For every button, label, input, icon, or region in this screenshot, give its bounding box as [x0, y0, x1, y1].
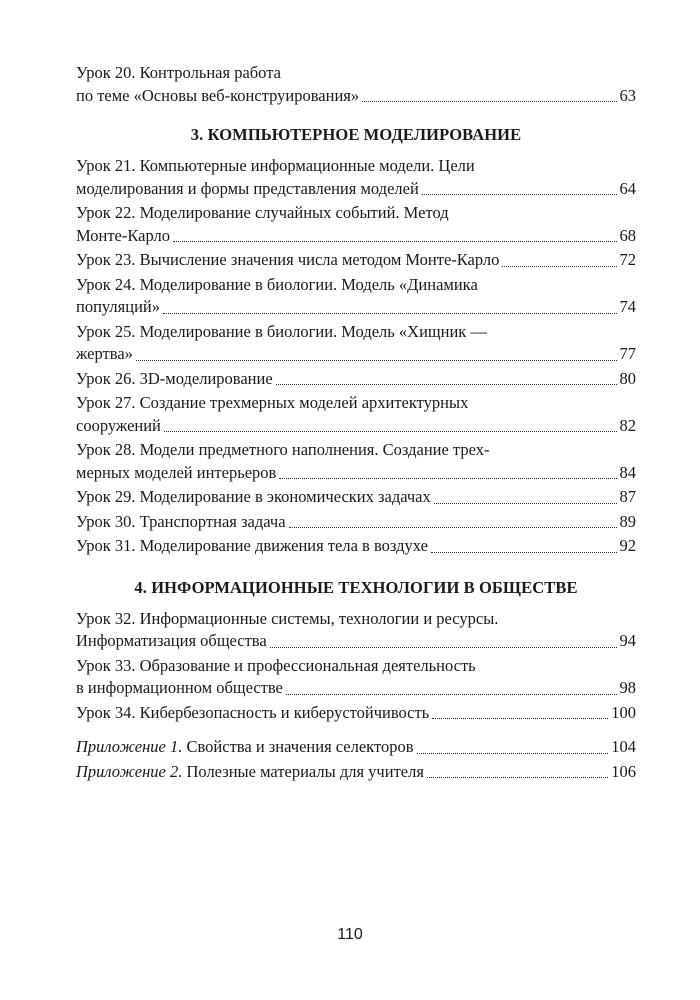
toc-entry-text: по теме «Основы веб-конструирования»	[76, 85, 360, 105]
toc-page-number: 87	[619, 487, 636, 506]
toc-entry-text: Урок 33. Образование и профессиональная деятельность	[76, 655, 476, 675]
dot-leader	[270, 646, 617, 648]
toc-page-number: 74	[619, 297, 636, 316]
dot-leader	[164, 430, 617, 432]
toc-entry-text: Урок 23. Вычисление значения числа методом Монте-Карло	[76, 250, 500, 269]
toc-page-number: 84	[619, 462, 636, 482]
toc-entry-lesson-32	[76, 608, 636, 653]
dot-leader	[432, 717, 608, 719]
toc-entry-lesson-30	[76, 511, 636, 534]
toc-entry-text: Урок 25. Моделирование в биологии. Модель «Хищник —	[76, 321, 487, 341]
toc-page-number: 80	[619, 368, 636, 388]
toc-entry-lesson-34	[76, 702, 636, 725]
toc-entry-text: Монте-Карло	[76, 225, 170, 245]
dot-leader	[289, 526, 617, 528]
dot-leader	[279, 477, 616, 479]
toc-entry-lesson-25	[76, 321, 636, 366]
toc-entry-text: моделирования и формы представления моделей	[76, 178, 419, 198]
table-of-contents	[76, 62, 636, 785]
toc-page-number: 98	[619, 678, 636, 697]
toc-page-number: 82	[619, 415, 636, 435]
toc-entry-text: Урок 34. Кибербезопасность и киберустойчивость	[76, 702, 430, 722]
toc-entry-text: Информатизация общества	[76, 631, 267, 650]
toc-entry-lesson-28	[76, 439, 636, 484]
dot-leader	[417, 752, 609, 754]
dot-leader	[173, 240, 617, 242]
dot-leader	[286, 693, 617, 695]
toc-entry-lesson-21	[76, 155, 636, 200]
toc-entry-appendix-1	[76, 736, 636, 759]
toc-page-number: 104	[611, 737, 636, 756]
toc-entry-lesson-24	[76, 274, 636, 319]
section-heading: 4. ИНФОРМАЦИОННЫЕ ТЕХНОЛОГИИ В ОБЩЕСТВЕ	[134, 577, 578, 597]
toc-entry-lesson-26	[76, 368, 636, 391]
toc-entry-text: Полезные материалы для учителя	[182, 761, 424, 781]
toc-page-number: 64	[619, 178, 636, 198]
toc-entry-text: Урок 20. Контрольная работа	[76, 63, 281, 82]
toc-entry-lesson-33	[76, 655, 636, 700]
toc-entry-text: популяций»	[76, 297, 160, 316]
toc-entry-appendix-2	[76, 761, 636, 784]
toc-entry-text: жертва»	[76, 344, 133, 363]
toc-page-number: 77	[619, 344, 636, 363]
toc-entry-lesson-20	[76, 62, 636, 107]
dot-leader	[136, 359, 617, 361]
toc-page-number: 68	[619, 225, 636, 245]
toc-entry-text: Урок 26. 3D-моделирование	[76, 368, 273, 388]
toc-entry-text: Урок 24. Моделирование в биологии. Модель «Динамика	[76, 274, 478, 294]
toc-page-number: 89	[619, 511, 636, 531]
toc-page-number: 106	[611, 761, 636, 781]
dot-leader	[502, 265, 616, 267]
toc-entry-lesson-31	[76, 535, 636, 558]
toc-entry-lesson-27	[76, 392, 636, 437]
toc-page-number: 94	[619, 631, 636, 650]
toc-entry-text: Свойства и значения селекторов	[182, 737, 414, 756]
toc-entry-text: сооружений	[76, 415, 161, 435]
toc-entry-text: Урок 29. Моделирование в экономических задачах	[76, 487, 431, 506]
toc-page-number: 72	[619, 250, 636, 269]
toc-entry-text: Урок 32. Информационные системы, технологии и ресурсы.	[76, 608, 499, 628]
toc-entry-text: Урок 31. Моделирование движения тела в воздухе	[76, 536, 428, 555]
toc-entry-text: Урок 22. Моделирование случайных событий. Метод	[76, 203, 449, 222]
appendix-label: Приложение 1.	[76, 737, 183, 756]
dot-leader	[362, 100, 616, 102]
toc-page-number: 92	[619, 536, 636, 555]
dot-leader	[163, 312, 617, 314]
toc-entry-text: Урок 28. Модели предметного наполнения. Создание трех-	[76, 440, 490, 459]
dot-leader	[434, 502, 617, 504]
toc-entry-text: мерных моделей интерьеров	[76, 462, 277, 482]
toc-entry-lesson-29	[76, 486, 636, 509]
toc-page-number: 63	[619, 85, 636, 105]
toc-entry-lesson-22	[76, 202, 636, 247]
toc-entry-text: в информационном обществе	[76, 678, 283, 697]
toc-page-number: 100	[611, 702, 636, 722]
page-number: 110	[337, 926, 363, 943]
dot-leader	[427, 776, 608, 778]
toc-entry-lesson-23	[76, 249, 636, 272]
section-heading: 3. КОМПЬЮТЕРНОЕ МОДЕЛИРОВАНИЕ	[190, 125, 522, 144]
toc-entry-text: Урок 21. Компьютерные информационные модели. Цели	[76, 156, 475, 175]
dot-leader	[422, 193, 617, 195]
appendix-label: Приложение 2.	[76, 761, 183, 781]
toc-entry-text: Урок 30. Транспортная задача	[76, 511, 286, 531]
dot-leader	[276, 383, 617, 385]
dot-leader	[431, 551, 617, 553]
toc-entry-text: Урок 27. Создание трехмерных моделей архитектурных	[76, 393, 469, 412]
